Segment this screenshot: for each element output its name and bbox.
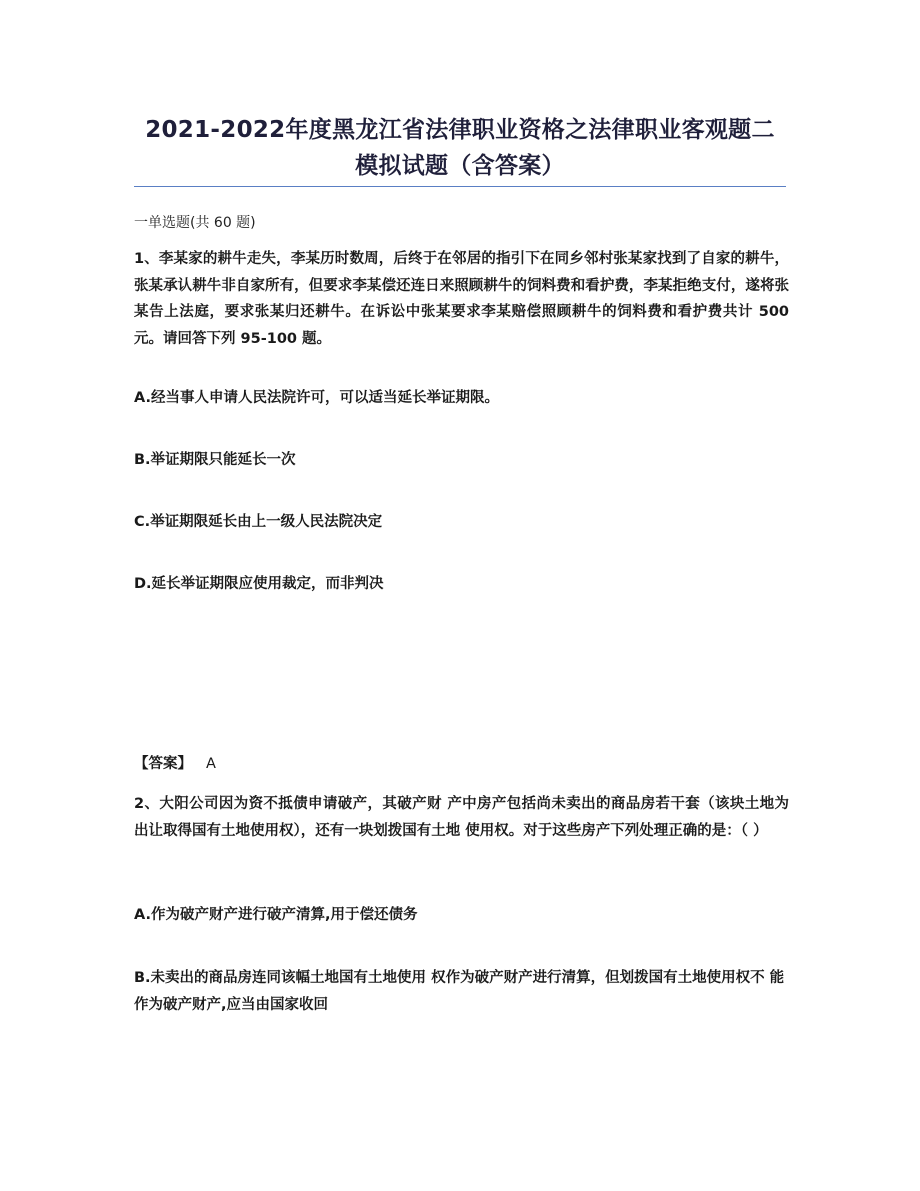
question-2-option-b: B.未卖出的商品房连同该幅土地国有土地使用 权作为破产财产进行清算，但划拨国有土地使用权不 能作为破产财产,应当由国家收回 [134, 970, 785, 1013]
question-1-option-c: C.举证期限延长由上一级人民法院决定 [134, 514, 383, 530]
title-line-1: 2021-2022年度黑龙江省法律职业资格之法律职业客观题二 [145, 117, 775, 143]
document-title [110, 112, 810, 184]
answer-value: A [206, 756, 216, 772]
question-2-option-a: A.作为破产财产进行破产清算,用于偿还债务 [134, 907, 418, 923]
question-1-stem: 1、李某家的耕牛走失，李某历时数周，后终于在邻居的指引下在同乡邻村张某家找到了自家的耕牛，张某承认耕牛非自家所有，但要求李某偿还连日来照顾耕牛的饲料费和看护费，李某拒绝支付，遂将张某告上法庭，要求张某归还耕牛。在诉讼中张某要求李某赔偿照顾耕牛的饲料费和看护费共计 500 元。请回答下列 95-100 题。 [134, 251, 789, 347]
question-2-stem: 2、大阳公司因为资不抵债申请破产，其破产财 产中房产包括尚未卖出的商品房若干套（该块土地为 出让取得国有土地使用权），还有一块划拨国有土地 使用权。对于这些房产下列处理正确的是：（ ） [134, 796, 789, 839]
question-1-option-b: B.举证期限只能延长一次 [134, 452, 296, 468]
question-1-option-d: D.延长举证期限应使用裁定，而非判决 [134, 576, 384, 592]
answer-label: 【答案】 [134, 756, 192, 772]
section-label: 一单选题(共 60 题) [134, 215, 256, 231]
question-1-answer [134, 752, 216, 776]
title-divider [134, 186, 786, 187]
title-line-2: 模拟试题（含答案） [355, 153, 565, 179]
question-1-option-a: A.经当事人申请人民法院许可，可以适当延长举证期限。 [134, 390, 499, 406]
